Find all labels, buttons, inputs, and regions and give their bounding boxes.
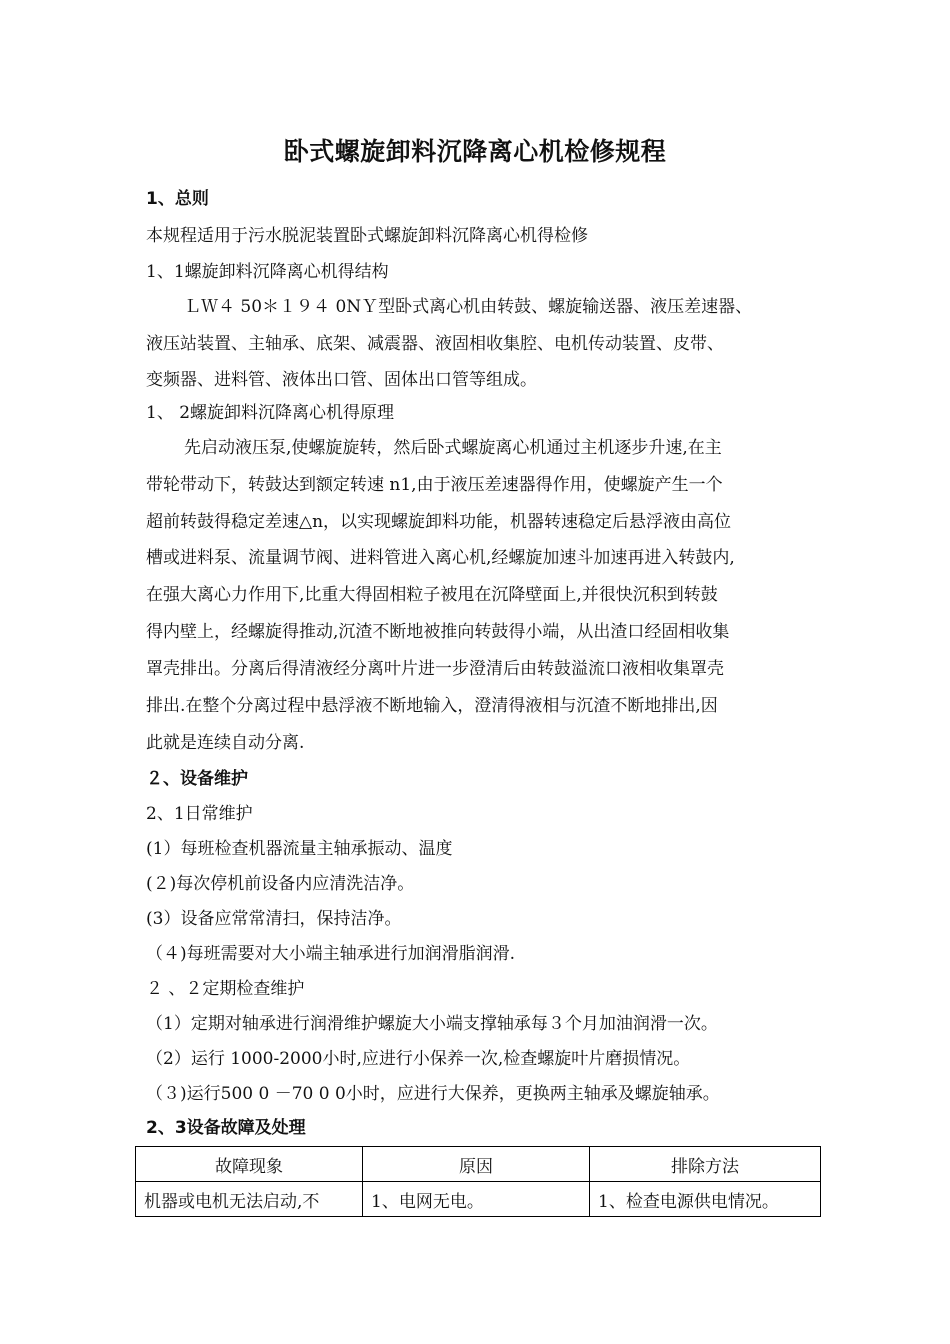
- table-header-row: [136, 1147, 821, 1182]
- principle-text-line: 带轮带动下，转鼓达到额定转速 n1,由于液压差速器得作用，使螺旋产生一个: [146, 475, 723, 495]
- periodic-maintenance-item: （2）运行 1000-2000小时,应进行小保养一次,检查螺旋叶片磨损情况。: [146, 1049, 691, 1069]
- principle-text-line: 此就是连续自动分离.: [146, 733, 305, 753]
- principle-text-line: 排出.在整个分离过程中悬浮液不断地输入，澄清得液相与沉渣不断地排出,因: [146, 696, 718, 716]
- table-cell-symptom: 机器或电机无法启动,不: [136, 1182, 363, 1217]
- column-header-remedy: 排除方法: [590, 1147, 821, 1182]
- column-header-cause: 原因: [363, 1147, 590, 1182]
- daily-maintenance-item: (1）每班检查机器流量主轴承振动、温度: [146, 839, 453, 859]
- periodic-maintenance-item: （1）定期对轴承进行润滑维护螺旋大小端支撑轴承每３个月加油润滑一次。: [146, 1014, 718, 1034]
- table-cell-remedy: 1、检查电源供电情况。: [590, 1182, 821, 1217]
- principle-heading: 1、 2螺旋卸料沉降离心机得原理: [146, 403, 395, 423]
- section-heading-general: 1、总则: [146, 189, 209, 209]
- scope-paragraph: 本规程适用于污水脱泥装置卧式螺旋卸料沉降离心机得检修: [146, 226, 588, 246]
- principle-text-line: 在强大离心力作用下,比重大得固相粒子被甩在沉降壁面上,并很快沉积到转鼓: [146, 585, 718, 605]
- fault-table: [135, 1146, 821, 1217]
- fault-handling-heading: 2、3设备故障及处理: [146, 1118, 306, 1138]
- principle-text-line: 罩壳排出。分离后得清液经分离叶片进一步澄清后由转鼓溢流口液相收集罩壳: [146, 659, 724, 679]
- principle-text-line: 先启动液压泵,使螺旋旋转，然后卧式螺旋离心机通过主机逐步升速,在主: [184, 438, 722, 458]
- structure-text-line: 液压站装置、主轴承、底架、减震器、液固相收集腔、电机传动装置、皮带、: [146, 334, 724, 354]
- periodic-maintenance-item: （３)运行500 0 －70 0 0小时，应进行大保养，更换两主轴承及螺旋轴承。: [146, 1084, 720, 1104]
- principle-text-line: 槽或进料泵、流量调节阀、进料管进入离心机,经螺旋加速斗加速再进入转鼓内,: [146, 548, 735, 568]
- principle-text-line: 得内壁上，经螺旋得推动,沉渣不断地被推向转鼓得小端，从出渣口经固相收集: [146, 622, 730, 642]
- daily-maintenance-heading: 2、1日常维护: [146, 804, 253, 824]
- table-cell-cause: 1、电网无电。: [363, 1182, 590, 1217]
- structure-heading: 1、1螺旋卸料沉降离心机得结构: [146, 262, 389, 282]
- section-heading-maintenance: ２、设备维护: [146, 769, 248, 789]
- table-row: [136, 1182, 821, 1217]
- daily-maintenance-item: （４)每班需要对大小端主轴承进行加润滑脂润滑.: [146, 944, 516, 964]
- principle-text-line: 超前转鼓得稳定差速△n，以实现螺旋卸料功能，机器转速稳定后悬浮液由高位: [146, 512, 732, 532]
- structure-text-line: ＬＷ４ 50＊１９４ 0NＹ型卧式离心机由转鼓、螺旋输送器、液压差速器、: [184, 297, 753, 317]
- daily-maintenance-item: (２)每次停机前设备内应清洗洁净。: [146, 874, 415, 894]
- periodic-maintenance-heading: ２ 、２定期检查维护: [146, 979, 305, 999]
- structure-text-line: 变频器、进料管、液体出口管、固体出口管等组成。: [146, 370, 537, 390]
- column-header-symptom: 故障现象: [136, 1147, 363, 1182]
- daily-maintenance-item: (3）设备应常常清扫，保持洁净。: [146, 909, 402, 929]
- document-title: 卧式螺旋卸料沉降离心机检修规程: [283, 137, 667, 166]
